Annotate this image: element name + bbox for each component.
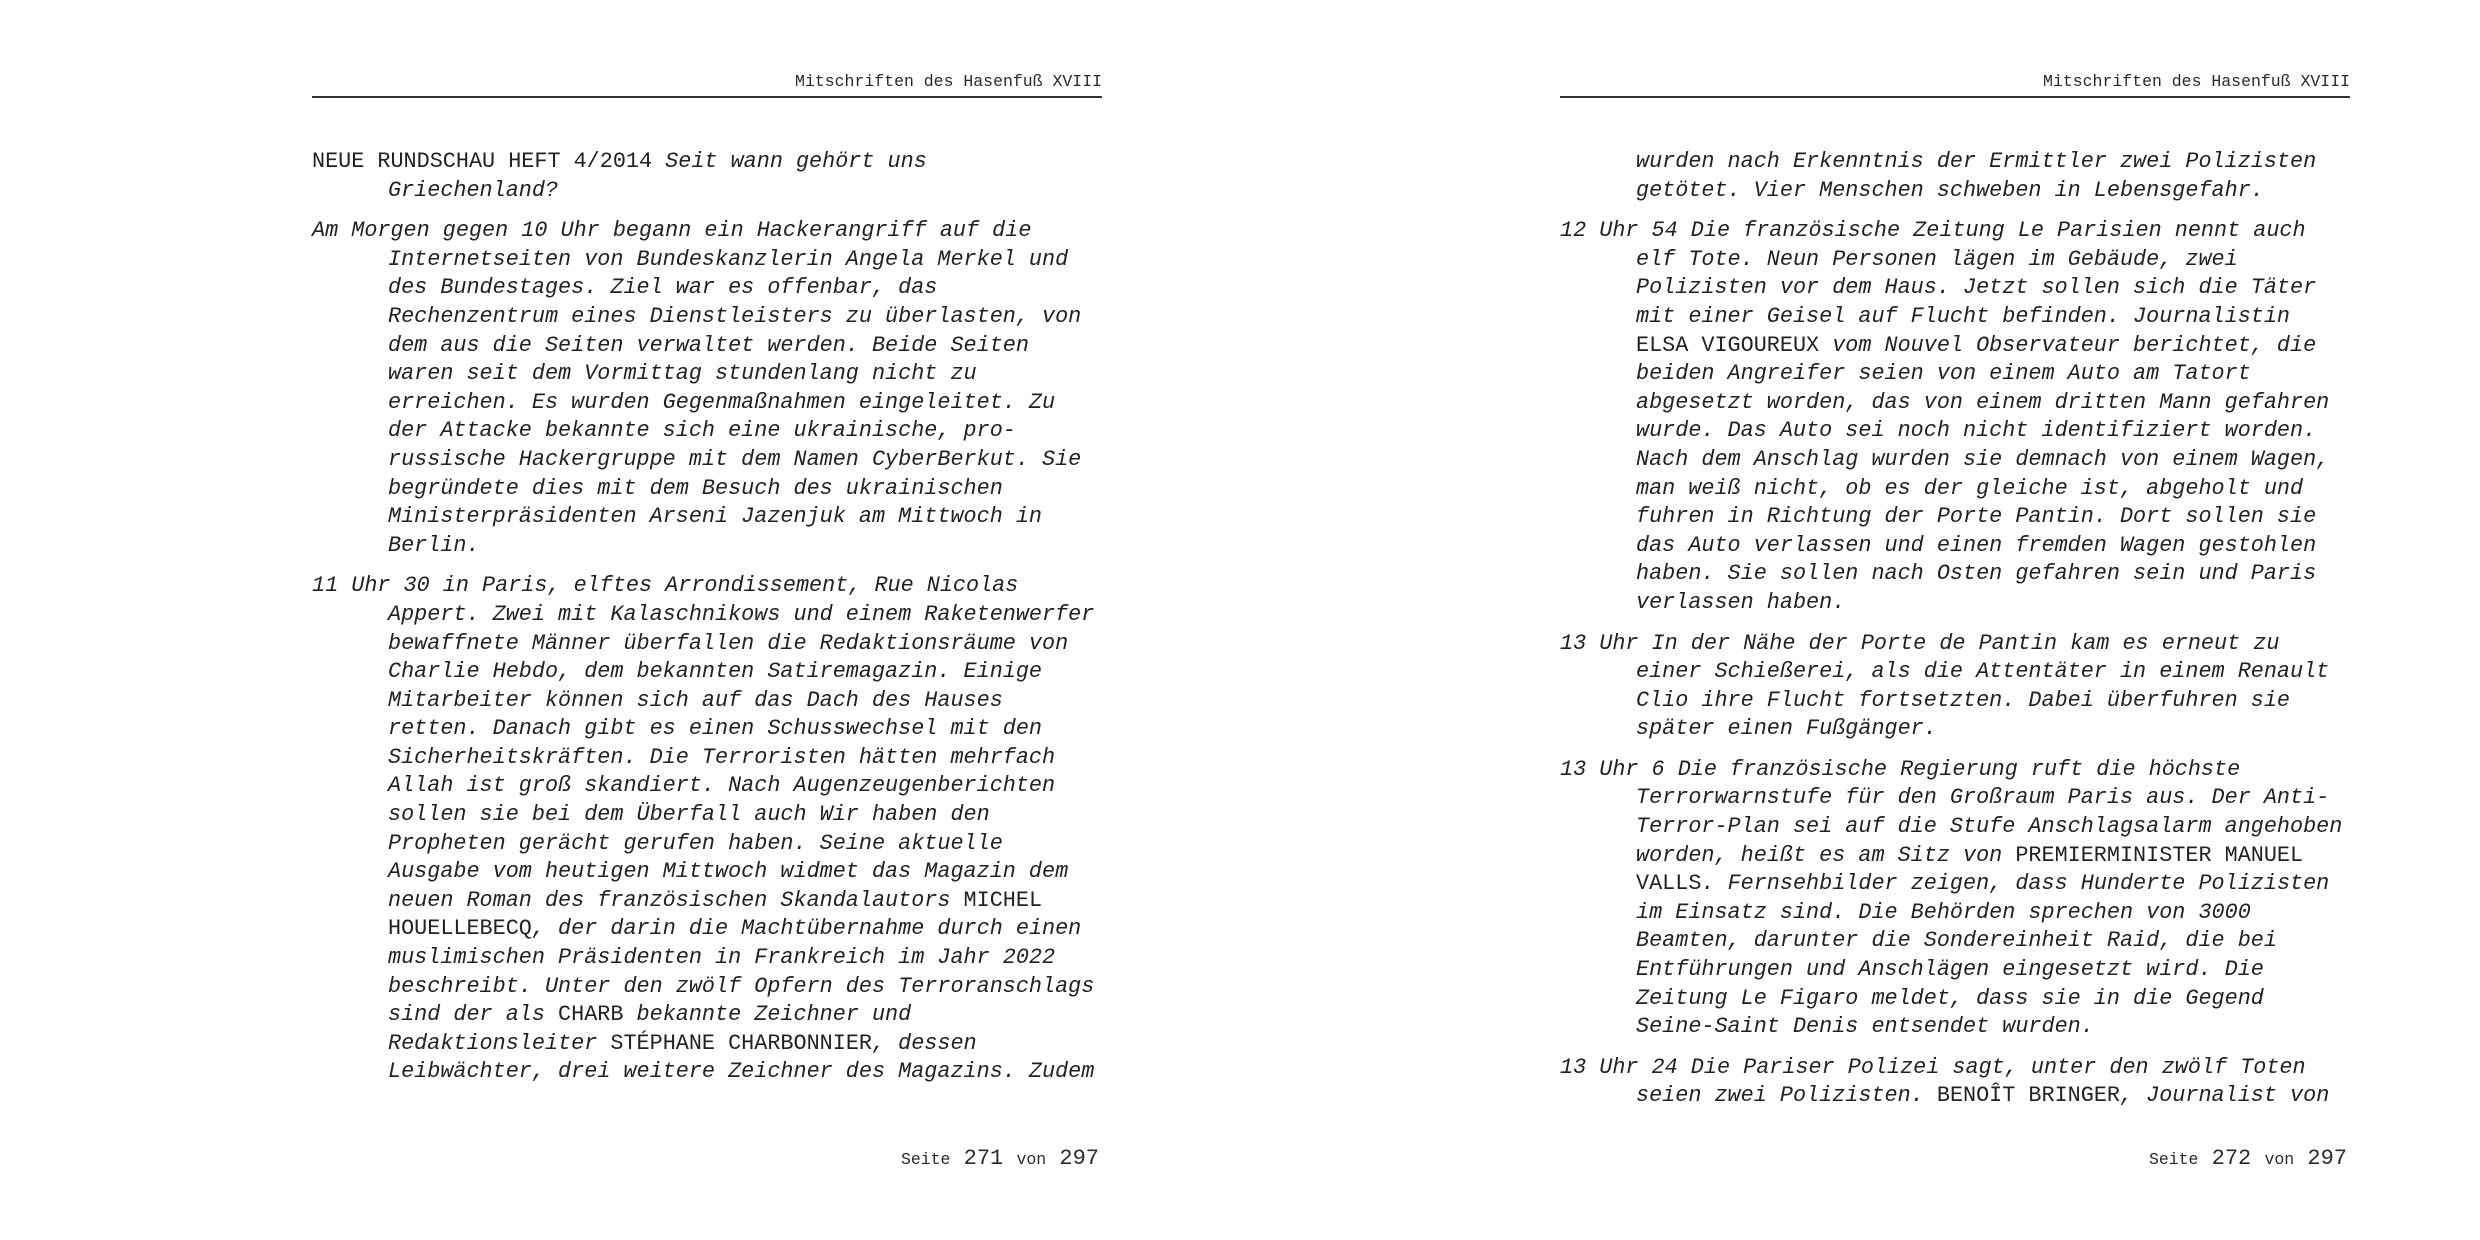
text-run: . Fernsehbilder zeigen, dass Hunderte Polizisten im Einsatz sind. Die Behörden sprechen von 3000 Beamten, darunter die Sondereinheit Raid, die bei Entführungen und Anschlägen eingesetzt wird. Die Zeitung Le Figaro meldet, dass sie in die Gegend Seine-Saint Denis entsendet wurden. xyxy=(1636,871,2330,1040)
text-run: BENOÎT BRINGER xyxy=(1936,1083,2120,1109)
paragraph-neue-rundschau xyxy=(312,148,1102,205)
text-run: Seit wann gehört uns Griechenland? xyxy=(388,149,927,203)
paragraph-13-uhr-6 xyxy=(1560,756,2350,1042)
text-body xyxy=(312,148,1102,1099)
running-head: Mitschriften des Hasenfuß XVIII xyxy=(2043,72,2350,91)
text-run: bekannte Zeichner und Redaktionsleiter xyxy=(388,1002,912,1056)
page-footer xyxy=(1560,1146,2347,1171)
footer-von-label: von xyxy=(1016,1150,1047,1169)
page-number: 271 xyxy=(963,1146,1004,1171)
page-right xyxy=(1560,0,2350,1240)
paragraph-11-uhr-30 xyxy=(312,572,1102,1087)
footer-seite-label: Seite xyxy=(900,1150,951,1169)
paragraph-hackerangriff xyxy=(312,217,1102,560)
text-run: NEUE RUNDSCHAU HEFT 4/2014 xyxy=(312,149,666,174)
text-run: CHARB xyxy=(558,1002,624,1028)
text-run: wurden nach Erkenntnis der Ermittler zwei Polizisten getötet. Vier Menschen schweben in Lebensgefahr. xyxy=(1636,149,2317,203)
page-left xyxy=(312,0,1102,1240)
text-run: ELSA VIGOUREUX xyxy=(1636,332,1820,358)
text-run: Am Morgen gegen 10 Uhr begann ein Hackerangriff auf die Internetseiten von Bundeskanzlerin Angela Merkel und des Bundestages. Ziel war es offenbar, das Rechenzentrum eines Dienstleisters zu überlasten, von dem aus die Seiten verwaltet werden. Beide Seiten waren seit dem Vormittag stundenlang nicht zu erreichen. Es wurden Gegenmaßnahmen eingeleitet. Zu der Attacke bekannte sich eine ukrainische, pro-russische Hackergruppe mit dem Namen CyberBerkut. Sie begründete dies mit dem Besuch des ukrainischen Ministerpräsidenten Arseni Jazenjuk am Mittwoch in Berlin. xyxy=(312,218,1082,558)
total-pages: 297 xyxy=(1059,1146,1099,1171)
paragraph-continuation xyxy=(1560,148,2350,205)
paragraph-13-uhr-24 xyxy=(1560,1054,2350,1111)
text-run: 13 Uhr 24 Die Pariser Polizei sagt, unter den zwölf Toten seien zwei Polizisten. xyxy=(1560,1054,2306,1109)
header-rule xyxy=(312,96,1102,98)
running-head: Mitschriften des Hasenfuß XVIII xyxy=(795,72,1102,91)
text-run: 13 Uhr In der Nähe der Porte de Pantin kam es erneut zu einer Schießerei, als die Attentäter in einem Renault Clio ihre Flucht fortsetzten. Dabei überfuhren sie später einen Fußgänger. xyxy=(1560,630,2330,742)
text-run: STÉPHANE CHARBONNIER xyxy=(610,1030,872,1056)
text-run: , der darin die Machtübernahme durch einen muslimischen Präsidenten in Frankreich im Jahr 2022 beschreibt. Unter den zwölf Opfern des Terroranschlags sind der als xyxy=(388,916,1095,1028)
total-pages: 297 xyxy=(2307,1146,2347,1171)
text-body xyxy=(1560,148,2350,1123)
text-run: 12 Uhr 54 Die französische Zeitung Le Parisien nennt auch elf Tote. Neun Personen lägen im Gebäude, zwei Polizisten vor dem Haus. Jetzt sollen sich die Täter mit einer Geisel auf Flucht befinden. Journalistin xyxy=(1560,218,2317,329)
text-run: PREMIERMINISTER MANUEL VALLS xyxy=(1636,842,2304,897)
text-run: vom Nouvel Observateur berichtet, die beiden Angreifer seien von einem Auto am Tatort abgesetzt worden, das von einem dritten Mann gefahren wurde. Das Auto sei noch nicht identifiziert worden. Nach dem Anschlag wurden sie demnach von einem Wagen, man weiß nicht, ob es der gleiche ist, abgeholt und fuhren in Richtung der Porte Pantin. Dort sollen sie das Auto verlassen und einen fremden Wagen gestohlen haben. Sie sollen nach Osten gefahren sein und Paris verlassen haben. xyxy=(1636,332,2330,615)
text-run: , dessen Leibwächter, drei weitere Zeichner des Magazins. Zudem xyxy=(388,1030,1095,1085)
page-number: 272 xyxy=(2211,1146,2252,1171)
paragraph-13-uhr xyxy=(1560,630,2350,744)
text-run: MICHEL HOUELLEBECQ xyxy=(388,887,1043,942)
text-run: 13 Uhr 6 Die französische Regierung ruft die höchste Terrorwarnstufe für den Großraum Paris aus. Der Anti-Terror-Plan sei auf die Stufe Anschlagsalarm angehoben worden, heißt es am Sitz von xyxy=(1560,756,2343,868)
paragraph-12-uhr-54 xyxy=(1560,217,2350,617)
footer-seite-label: Seite xyxy=(2148,1150,2199,1169)
footer-von-label: von xyxy=(2264,1150,2295,1169)
text-run: , Journalist von xyxy=(2119,1083,2330,1109)
text-run: 11 Uhr 30 in Paris, elftes Arrondissement, Rue Nicolas Appert. Zwei mit Kalaschnikows und einem Raketenwerfer bewaffnete Männer überfallen die Redaktionsräume von Charlie Hebdo, dem bekannten Satiremagazin. Einige Mitarbeiter können sich auf das Dach des Hauses retten. Danach gibt es einen Schusswechsel mit den Sicherheitskräften. Die Terroristen hätten mehrfach Allah ist groß skandiert. Nach Augenzeugenberichten sollen sie bei dem Überfall auch Wir haben den Propheten gerächt gerufen haben. Seine aktuelle Ausgabe vom heutigen Mittwoch widmet das Magazin dem neuen Roman des französischen Skandalautors xyxy=(312,573,1095,913)
header-rule xyxy=(1560,96,2350,98)
page-footer xyxy=(312,1146,1099,1171)
